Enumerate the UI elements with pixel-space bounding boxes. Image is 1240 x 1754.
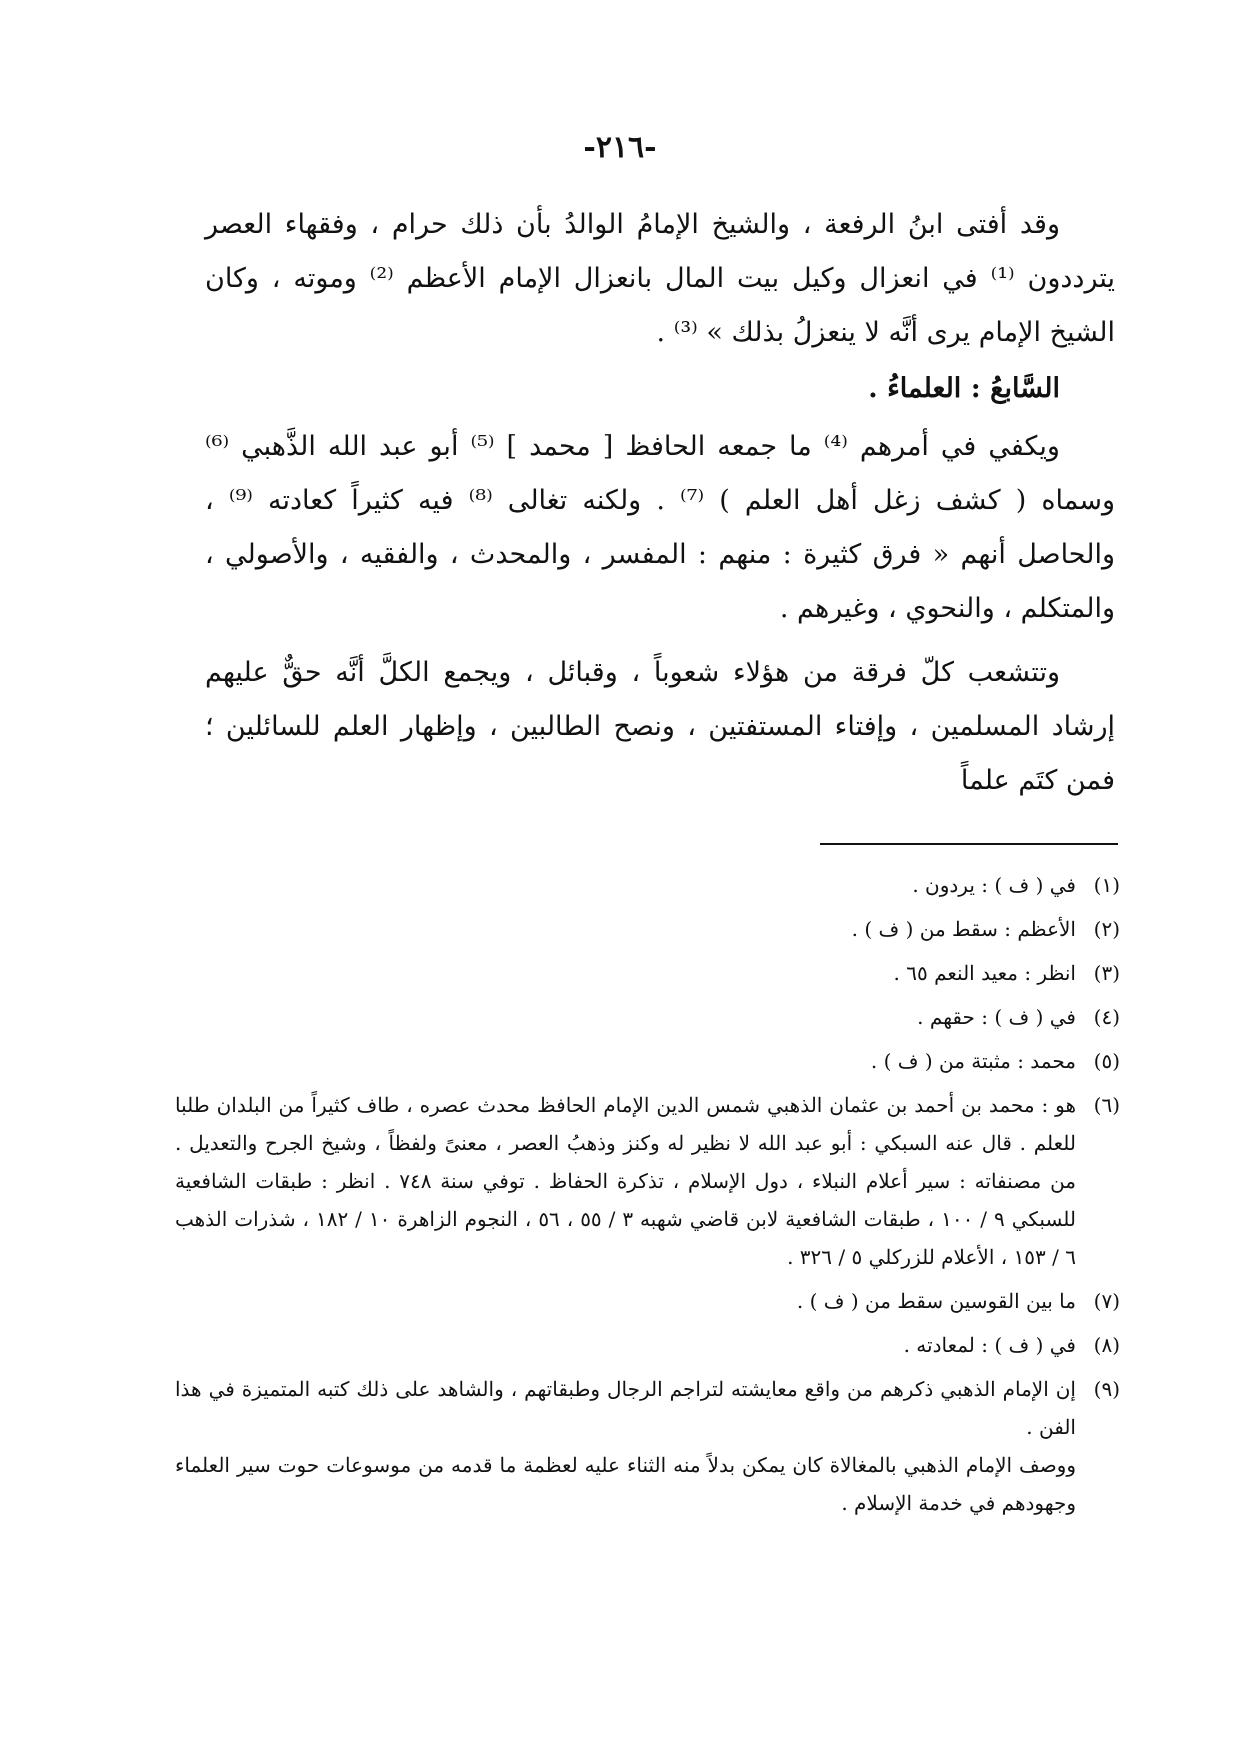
- footnote-text: محمد : مثبتة من ( ف ) .: [870, 1049, 1076, 1073]
- footnote-5: [175, 1042, 1120, 1080]
- footnote-text: ما بين القوسين سقط من ( ف ) .: [796, 1289, 1076, 1313]
- footnote-number: (٣): [1093, 961, 1120, 985]
- footnote-text: إن الإمام الذهبي ذكرهم من واقع معايشته لتراجم الرجال وطبقاتهم ، والشاهد على ذلك كتبه المتميزة في هذا الفن .: [175, 1377, 1076, 1439]
- footnote-number: (٩): [1093, 1377, 1120, 1401]
- main-text: [205, 198, 1115, 808]
- paragraph-3: وتتشعب كلّ فرقة من هؤلاء شعوباً ، وقبائل ، ويجمع الكلَّ أنَّه حقٌّ عليهم إرشاد المسلمين ، وإفتاء المستفتين ، ونصح الطالبين ، وإظهار العلم للسائلين ؛ فمن كتَم علماً: [205, 657, 1115, 796]
- paragraph-2: ويكفي في أمرهم ⁽⁴⁾ ما جمعه الحافظ [ محمد ] ⁽⁵⁾ أبو عبد الله الذَّهبي ⁽⁶⁾ وسماه ( كشف زغل أهل العلم ) ⁽⁷⁾ . ولكنه تغالى ⁽⁸⁾ فيه كثيراً كعادته ⁽⁹⁾ ، والحاصل أنهم « فرق كثيرة : منهم : المفسر ، والمحدث ، والفقيه ، والأصولي ، والمتكلم ، والنحوي ، وغيرهم .: [205, 431, 1115, 624]
- page-number: -٢١٦-: [583, 130, 657, 165]
- footnote-number: (٤): [1093, 1005, 1120, 1029]
- footnote-text: في ( ف ) : حقهم .: [917, 1005, 1076, 1029]
- section-heading: السَّابعُ : العلماءُ .: [868, 373, 1060, 404]
- footnote-7: [175, 1282, 1120, 1320]
- paragraph-1: وقد أفتى ابنُ الرفعة ، والشيخ الإمامُ الوالدُ بأن ذلك حرام ، وفقهاء العصر يترددون ⁽¹⁾ في انعزال وكيل بيت المال بانعزال الإمام الأعظم ⁽²⁾ وموته ، وكان الشيخ الإمام يرى أنَّه لا ينعزلُ بذلك » ⁽³⁾ .: [205, 209, 1116, 348]
- footnote-4: [175, 998, 1120, 1036]
- footnote-9: [175, 1370, 1120, 1522]
- footnote-text: انظر : معيد النعم ٦٥ .: [893, 961, 1076, 985]
- footnote-6: [175, 1086, 1120, 1276]
- footnote-number: (٧): [1093, 1289, 1120, 1313]
- footnote-text: في ( ف ) : لمعادته .: [903, 1333, 1076, 1357]
- footnote-text: في ( ف ) : يردون .: [912, 873, 1076, 897]
- footnote-number: (٢): [1093, 917, 1120, 941]
- footnote-number: (٥): [1093, 1049, 1120, 1073]
- footnotes: [175, 866, 1120, 1524]
- footnote-2: [175, 910, 1120, 948]
- footnote-number: (٨): [1093, 1333, 1120, 1357]
- footnote-text: الأعظم : سقط من ( ف ) .: [851, 917, 1076, 941]
- footnote-8: [175, 1326, 1120, 1364]
- footnote-continuation: ووصف الإمام الذهبي بالمغالاة كان يمكن بدلاً منه الثناء عليه لعظمة ما قدمه من موسوعات حوت سير العلماء وجهودهم في خدمة الإسلام .: [175, 1453, 1076, 1515]
- footnote-3: [175, 954, 1120, 992]
- footnote-number: (٦): [1093, 1093, 1120, 1117]
- footnote-separator: [820, 843, 1118, 845]
- footnote-number: (١): [1093, 873, 1120, 897]
- footnote-text: هو : محمد بن أحمد بن عثمان الذهبي شمس الدين الإمام الحافظ محدث عصره ، طاف كثيراً من البلدان طلبا للعلم . قال عنه السبكي : أبو عبد الله لا نظير له وكنز وذهبُ العصر ، معنىً ولفظاً ، وشيخ الجرح والتعديل . من مصنفاته : سير أعلام النبلاء ، دول الإسلام ، تذكرة الحفاظ . توفي سنة ٧٤٨ . انظر : طبقات الشافعية للسبكي ٩ / ١٠٠ ، طبقات الشافعية لابن قاضي شهبه ٣ / ٥٥ ، ٥٦ ، النجوم الزاهرة ١٠ / ١٨٢ ، شذرات الذهب ٦ / ١٥٣ ، الأعلام للزركلي ٥ / ٣٢٦ .: [175, 1093, 1077, 1269]
- footnote-1: [175, 866, 1120, 904]
